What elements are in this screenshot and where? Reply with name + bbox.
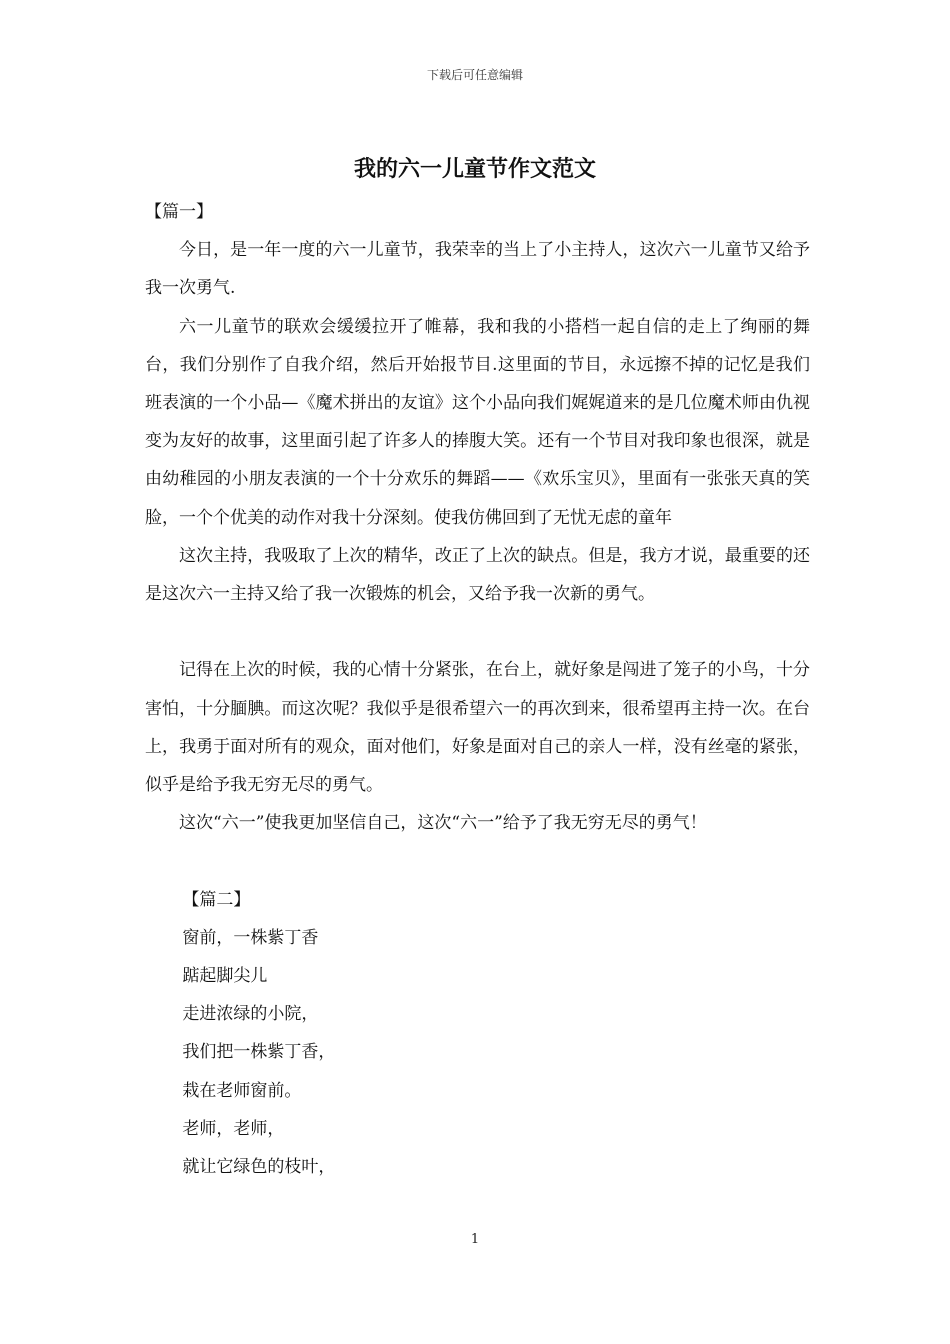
paragraph-1: 今日，是一年一度的六一儿童节，我荣幸的当上了小主持人，这次六一儿童节又给予我一次勇气. bbox=[145, 240, 810, 299]
poem-line: 老师，老师， bbox=[182, 1118, 285, 1139]
poem-section bbox=[145, 881, 810, 1187]
poem-line: 栽在老师窗前。 bbox=[182, 1080, 302, 1101]
poem-line: 踮起脚尖儿 bbox=[182, 966, 268, 987]
poem-line: 我们把一株紫丁香， bbox=[182, 1042, 336, 1063]
paragraph-4: 记得在上次的时候，我的心情十分紧张，在台上，就好象是闯进了笼子的小鸟，十分害怕，十分腼腆。而这次呢？我似乎是很希望六一的再次到来，很希望再主持一次。在台上，我勇于面对所有的观众，面对他们，好象是面对自己的亲人一样，没有丝毫的紧张，似乎是给予我无穷无尽的勇气。 bbox=[145, 660, 810, 796]
section-label-2: 【篇二】 bbox=[182, 889, 251, 910]
page-header: 下载后可任意编辑 bbox=[426, 68, 523, 82]
blank-line bbox=[145, 842, 810, 880]
paragraph-2: 六一儿童节的联欢会缓缓拉开了帷幕，我和我的小搭档一起自信的走上了绚丽的舞台，我们分别作了自我介绍，然后开始报节目.这里面的节目，永远擦不掉的记忆是我们班表演的一个小品—《魔术拼出的友谊》这个小品向我们娓娓道来的是几位魔术师由仇视变为友好的故事，这里面引起了许多人的捧腹大笑。还有一个节目对我印象也很深，就是由幼稚园的小朋友表演的一个十分欢乐的舞蹈——《欢乐宝贝》，里面有一张张天真的笑脸，一个个优美的动作对我十分深刻。使我仿佛回到了无忧无虑的童年 bbox=[145, 316, 810, 528]
document-body bbox=[145, 193, 810, 1186]
page-number: 1 bbox=[470, 1232, 480, 1247]
paragraph-5: 这次“六一”使我更加坚信自己，这次“六一”给予了我无穷无尽的勇气！ bbox=[179, 813, 707, 834]
blank-line bbox=[145, 613, 810, 651]
paragraph-3: 这次主持，我吸取了上次的精华，改正了上次的缺点。但是，我方才说，最重要的还是这次六一主持又给了我一次锻炼的机会，又给予我一次新的勇气。 bbox=[145, 545, 810, 605]
document-title: 我的六一儿童节作文范文 bbox=[353, 156, 596, 182]
poem-line: 就让它绿色的枝叶， bbox=[182, 1157, 336, 1178]
poem-line: 走进浓绿的小院， bbox=[182, 1004, 319, 1025]
poem-line: 窗前，一株紫丁香 bbox=[182, 927, 319, 948]
section-label-1: 【篇一】 bbox=[145, 202, 213, 222]
